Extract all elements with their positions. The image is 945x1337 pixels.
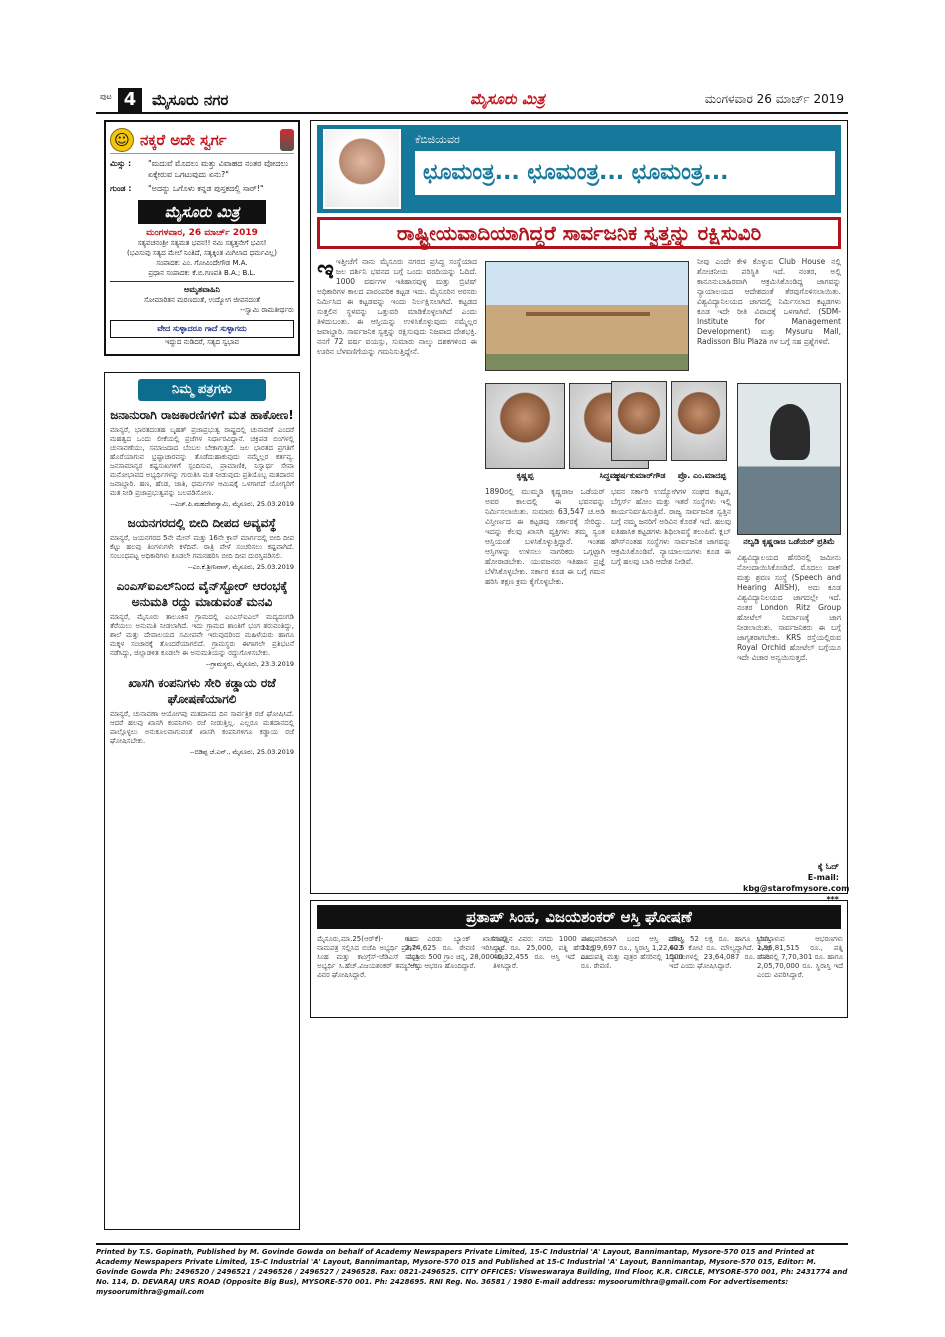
article-text: ಭವನ ಸರ್ಕಾರಿ ಉದ್ಯೋಗಿಗಳ ಸಂಘದ ಕಟ್ಟಡ, ಬೆಗ್ಗರ್ಸ್ ಹೋಂ ಮತ್ತು ಇತರೆ ಸಂಸ್ಥೆಗಳು ಇಲ್ಲಿ ಕಾರ್ಯನಿರ್ವಹಿಸುತ್ತಿವೆ. ರಾಜ್ಯ ಸಾರ್ವಜನಿಕ ಸ್ವತ್ತಿನ ಬಗ್ಗೆ ನಮ್ಮ ಜನರಿಗೆ ಅರಿವಿನ ಕೊರತೆ ಇದೆ. ಹಲವು ಐತಿಹಾಸಿಕ ಕಟ್ಟಡಗಳು ಶಿಥಿಲಾವಸ್ಥೆ ತಲುಪಿವೆ. ಕ್ಲಬ್ ಹೌಸ್‌ನಂತಹ ಸಂಸ್ಥೆಗಳು ಸಾರ್ವಜನಿಕ ಜಾಗವನ್ನು ಆಕ್ರಮಿಸಿಕೊಂಡಿವೆ. ನ್ಯಾಯಾಲಯಗಳು ಕೂಡ ಈ ಬಗ್ಗೆ ಹಲವು ಬಾರಿ ಆದೇಶ ನೀಡಿವೆ.	[611, 487, 731, 566]
letter-item	[110, 515, 294, 572]
page-label: ಪುಟ	[100, 92, 112, 101]
letter-signature: --ಎಂ.ಕೆ.ಶ್ರೀನಿವಾಸ್, ಮೈಸೂರು, 25.03.2019	[187, 563, 294, 571]
motto-translation: (ಭವಿಸುವು ಸತ್ಯದ ಮೇಲೆ ನಿಂತಿದೆ, ಸತ್ಯಕ್ಕಿಂತ ಮಿಗಿಲಾದ ಧರ್ಮವಿಲ್ಲ)	[126, 249, 278, 257]
photo-caption: ಕೃಷ್ಣಪ್ಪ	[516, 471, 534, 480]
paper-name: ಮೈಸೂರು ಮಿತ್ರ	[470, 90, 545, 108]
masthead	[96, 88, 848, 114]
pen-icon	[280, 129, 294, 151]
author-signoff	[743, 861, 850, 905]
bottom-headline: ಪ್ರತಾಪ್ ಸಿಂಹ, ವಿಜಯಶಂಕರ್ ಆಸ್ತಿ ಘೋಷಣೆ	[317, 905, 841, 929]
quote-title: ಅಮೃತವಾಹಿನಿ	[184, 285, 220, 294]
joke-answer-label: ಗುಂಡ :	[110, 184, 132, 193]
letter-item	[110, 578, 294, 669]
person-photo	[611, 381, 667, 461]
article-headline: ರಾಷ್ಟ್ರೀಯವಾದಿಯಾಗಿದ್ದರೆ ಸಾರ್ವಜನಿಕ ಸ್ವತ್ತನ್ನು ರಕ್ಷಿಸುವಿರಿ	[317, 217, 841, 249]
person-photo	[485, 383, 565, 469]
photo-caption: ಪ್ರೊ. ಎಂ.ಮಾದಪ್ಪ	[677, 471, 727, 480]
bottom-column: ರೂ. ಎರಡು ಬ್ಯಾಂಕ್ ಖಾತೆಗಳಲ್ಲಿ 2,74,625 ರೂ. ಠೇವಣಿ ಇರಿಸಿದ್ದಾರೆ. ಸುಮಾರು 500 ಗ್ರಾಂ ಚಿನ್ನ, 28,000 ರೂ. ಬೆಲೆಯ ಆಭರಣ ಹೊಂದಿದ್ದಾರೆ.	[405, 935, 507, 970]
edition-date: ಮಂಗಳವಾರ, 26 ಮಾರ್ಚ್ 2019	[146, 228, 258, 238]
joke-question: "ಮದುವೆ ಮೊದಲು ಮತ್ತು ವಿವಾಹದ ನಂತರ ವೋದಲು ಏಕ್ಕೇರುವ ಒಗಟುವುದು ಏನು?"	[148, 159, 289, 179]
letter-body: ಮಾನ್ಯರೆ, ಭಾರತದಂತಹ ಬೃಹತ್ ಪ್ರಜಾಪ್ರಭುತ್ವ ರಾಷ್ಟ್ರದಲ್ಲಿ ಚುನಾವಣೆ ಎಂದರೆ ಮಹತ್ವದ ಒಂದು ಲೀಕೆಯಲ್ಲಿ ಪ್ರಜೆಗಳ ನಿರ್ಧಾರವಿದ್ದಾನೆ. ಚಕ್ರಿಪಡ ಬಿಂಗಳಲ್ಲಿ ಚುನಾವಣೆಯು, ಸಮಾಜದಾದ ಬೆಂಬಲ ಬೇಕಾಗುತ್ತದೆ. ಜಲ ಭಾರತದ ಪ್ರಗತಿಗೆ ಹೊರೆಯಾಗುವ ಭ್ರಷ್ಟಾಚಾರವನ್ನು ತೊಡೆದುಹಾಕುವುದು ನಮ್ಮೆಲ್ಲರ ಕರ್ತವ್ಯ. ಜನಸಾಮಾನ್ಯರ ಕಷ್ಟಸುಖಗಳಿಗೆ ಸ್ಪಂದಿಸುವ, ಪ್ರಾಮಾಣಿಕ, ನಿಸ್ವಾರ್ಥ ಸೇವಾ ಮನೋಭಾವದ ಅಭ್ಯರ್ಥಿಗಳನ್ನು ಗುರುತಿಸಿ ಮತ ನೀಡುವುದು ಪ್ರತಿಯೊಬ್ಬ ಮತದಾರನ ಜವಾಬ್ದಾರಿ. ಹಣ, ಹೆಂಡ, ಜಾತಿ, ಧರ್ಮಗಳ ಆಮಿಷಕ್ಕೆ ಒಳಗಾಗದೆ ಯೋಗ್ಯರಿಗೆ ಮತ ನೀಡಿ ಪ್ರಜಾಪ್ರಭುತ್ವವನ್ನು ಬಲಪಡಿಸೋಣ.	[110, 426, 294, 497]
photo-caption: ನಲ್ವಡಿ ಕೃಷ್ಣರಾಜ ಒಡೆಯರ್ ಪ್ರತಿಮೆ	[743, 537, 835, 546]
proverb-meaning: ಇದ್ದುದ ನುಡಿದರೆ, ಸತ್ಯದ ಸ್ವಭಾವ	[164, 338, 240, 346]
humour-title-row	[110, 126, 294, 154]
author-photo	[323, 129, 401, 209]
email-label: E-mail:	[807, 873, 839, 882]
section-title: ಮೈಸೂರು ನಗರ	[152, 91, 229, 109]
letters-section	[104, 372, 300, 1230]
letter-title: ಜನಾನುರಾಗಿ ರಾಜಕಾರಣಿಗಳಿಗೆ ಮತ ಹಾಕೋಣ!	[110, 408, 294, 422]
article-text: 1890ರಲ್ಲಿ ಮುಮ್ಮಡಿ ಕೃಷ್ಣರಾಜ ಒಡೆಯರ್ ಅವರ ಕಾಲದಲ್ಲಿ ಈ ಭವನವನ್ನು ನಿರ್ಮಿಸಲಾಯಿತು. ಸುಮಾರು 63,547 ಚ.ಅಡಿ ವಿಸ್ತೀರ್ಣದ ಈ ಕಟ್ಟಡವು ಸರ್ಕಾರಕ್ಕೆ ಸೇರಿದ್ದು. ಇದನ್ನು ಕೆಲವು ಖಾಸಗಿ ವ್ಯಕ್ತಿಗಳು ತಮ್ಮ ಸ್ವಂತ ಆಸ್ತಿಯಂತೆ ಬಳಸಿಕೊಳ್ಳುತ್ತಿದ್ದಾರೆ. ಇಂತಹ ಆಸ್ತಿಗಳನ್ನು ಉಳಿಸಲು ನಾಗರಿಕರು ಒಗ್ಗಟ್ಟಾಗಿ ಹೋರಾಡಬೇಕು. ಯುವಜನರು ಇತಿಹಾಸ ಪ್ರಜ್ಞೆ ಬೆಳೆಸಿಕೊಳ್ಳಬೇಕು. ಸರ್ಕಾರ ಕೂಡ ಈ ಬಗ್ಗೆ ಗಮನ ಹರಿಸಿ ತಕ್ಷಣ ಕ್ರಮ ಕೈಗೊಳ್ಳಬೇಕು.	[485, 487, 605, 586]
left-column	[104, 120, 300, 1230]
chief-editor-line: ಪ್ರಧಾನ ಸಂಪಾದಕ: ಕೆ.ಬಿ.ಗಣಪತಿ B.A.; B.L.	[148, 269, 256, 277]
article-text: ವಿಶ್ವವಿದ್ಯಾಲಯದ ಹೆಸರಿನಲ್ಲಿ ಜಮೀನು ನೋಂದಾಯಿಸಿಕೊಂಡಿದೆ. ಮೊದಲು ವಾಕ್ ಮತ್ತು ಶ್ರವಣ ಸಂಸ್ಥೆ (Speech and Hearing AIISH), ಅದು ಕೂಡ ವಿಶ್ವವಿದ್ಯಾನಿಲಯದ ಜಾಗದಲ್ಲೇ ಇದೆ. ನಂತರ London Ritz Group ಹೋಟೆಲ್ ನಿರ್ಮಾಣಕ್ಕೆ ಜಾಗ ನೀಡಲಾಯಿತು. ಸಾರ್ವಜನಿಕರು ಈ ಬಗ್ಗೆ ಜಾಗೃತರಾಗಬೇಕು. KRS ರಸ್ತೆಯಲ್ಲಿರುವ Royal Orchid ಹೋಟೆಲ್ ಬಗ್ಗೆಯೂ ಇದೇ ವಿಚಾರ ಅನ್ವಯಿಸುತ್ತದೆ.	[737, 553, 841, 662]
imprint-footer: Printed by T.S. Gopinath, Published by M. Govinde Gowda on behalf of Academy Newspapers Private Limited, 15-C Industrial 'A' Layout, Bannimantap, Mysore-570 015 and Printed at Academy Newspapers Private Limited, 15-C Industrial 'A' Layout, Bannimantap, Mysore-570 015 and Published at 15-C Industrial 'A' Layout, Bannimantap, Mysore-570 015, Editor: M. Govinde Gowda Ph: 2496520 / 2496521 / 2496526 / 2496527 / 2496528. Fax: 0821-2496525. CITY OFFICES: Visweswaraya Building, IInd Floor, K.R. CIRCLE, MYSORE-570 001, Ph: 2431774 and No. 114, D. DEVARAJ URS ROAD (Opposite Big Bus), MYSORE-570 001. Ph: 2428695. RNI Reg. No. 36581 / 1980 E-mail address: mysoorumithra@gmail.com For advertisements: mysoorumithra@gmail.com	[96, 1243, 848, 1283]
laughing-face-icon: ☺	[110, 128, 134, 152]
proverb: ವೇದ ಸುಳ್ಳಾದರೂ ಗಾದೆ ಸುಳ್ಳಾಗದು	[110, 320, 294, 338]
column-header-band	[317, 125, 841, 213]
letter-title: ಎಂಎಸ್‌ಐಎಲ್‌ನಿಂದ ವೈನ್‌ಸ್ಟೋರ್ ಆರಂಭಕ್ಕೆ ಅನುಮತಿ ರದ್ದು ಮಾಡುವಂತೆ ಮನವಿ	[116, 579, 288, 609]
email-address[interactable]: kbg@starofmysore.com	[743, 884, 850, 893]
letter-body: ಮಾನ್ಯರೆ, ಜಯನಗರದ 5ನೇ ಮೇನ್ ಮತ್ತು 16ನೇ ಕ್ರಾಸ್ ಮಾರ್ಗದಲ್ಲಿ ಬೀದಿ ದೀಪ ಕೆಟ್ಟು ಹಲವು ತಿಂಗಳುಗಳೇ ಕಳೆದಿವೆ. ರಾತ್ರಿ ವೇಳೆ ಸಂಚರಿಸಲು ಕಷ್ಟವಾಗಿದೆ. ಸಂಬಂಧಪಟ್ಟ ಅಧಿಕಾರಿಗಳು ಕೂಡಲೇ ಗಮನಹರಿಸಿ ಬೀದಿ ದೀಪ ದುರಸ್ತಿಪಡಿಸಲಿ.	[110, 534, 294, 560]
signature: ಕೈ ಓದ್	[817, 862, 839, 871]
letters-header: ನಿಮ್ಮ ಪತ್ರಗಳು	[138, 379, 266, 401]
divider	[110, 281, 294, 282]
joke-answer: "ಅದನ್ನು ಒಗೊಳು ಕನ್ನಡ ಪುಸ್ತಕದಲ್ಲಿ ಸಾರ್!"	[148, 184, 264, 193]
quote-text: ಸೋಮಾರಿತನ ಮರಣದಂತೆ, ಉದ್ಯೋಗ ಜೀವನದಂತೆ	[144, 296, 260, 304]
bottom-article	[310, 900, 848, 1018]
end-stars: ***	[826, 895, 839, 904]
letter-title: ಖಾಸಗಿ ಕಂಪನಿಗಳು ಸೇರಿ ಕಡ್ಡಾಯ ರಜೆ ಘೋಷಣೆಯಾಗಲಿ	[128, 676, 276, 706]
issue-date: ಮಂಗಳವಾರ 26 ಮಾರ್ಚ್ 2019	[704, 92, 844, 106]
humour-box	[104, 120, 300, 356]
letter-signature: --ಗ್ರಾಮಸ್ಥರು, ಮೈಸೂರು, 23.3.2019	[205, 660, 294, 668]
photo-caption: ಹರ್ಷಕುಮಾರ್‌ಗೌಡ	[614, 471, 666, 480]
person-photo	[671, 381, 727, 461]
bottom-column: ಮೈಸೂರು,ಮಾ.25(ಆರ್‌ಕೆ)- ಇಂದು ನಾಮಪತ್ರ ಸಲ್ಲಿಸಿದ ಬಿಜೆಪಿ ಅಭ್ಯರ್ಥಿ ಪ್ರತಾಪ್ ಸಿಂಹ ಮತ್ತು ಕಾಂಗ್ರೆಸ್-ಜೆಡಿಎಸ್ ಮೈತ್ರಿ ಅಭ್ಯರ್ಥಿ ಸಿ.ಹೆಚ್.ವಿಜಯಶಂಕರ್ ತಮ್ಮ ಆಸ್ತಿ ವಿವರ ಘೋಷಿಸಿದ್ದಾರೆ.	[317, 935, 419, 979]
newspaper-page	[96, 88, 848, 1248]
humour-title: ನಕ್ಕರೆ ಅದೇ ಸ್ವರ್ಗ	[140, 130, 227, 149]
article-column-4	[697, 257, 841, 377]
bottom-column: ಚರಾಸ್ತಿ 52 ಲಕ್ಷ ರೂ. ಹಾಗೂ ಸ್ಥಿರಾಸ್ತಿ 40.5 ಕೋಟಿ ರೂ. ಮೌಲ್ಯದ್ದಾಗಿದೆ. ವಿವಿಧ ಬ್ಯಾಂಕುಗಳಲ್ಲಿ 23,64,087 ರೂ. ಸಾಲ ಇದೆ ಎಂದು ಘೋಷಿಸಿದ್ದಾರೆ.	[669, 935, 771, 970]
main-article	[310, 120, 850, 904]
column-author: ಕೆಬಿಜಿಯವರ	[415, 133, 460, 146]
photo-caption: ಸಿದ್ದಮ್ಮ	[599, 471, 619, 480]
bottom-column: ಪಾರಂಪರಿಕವಾಗಿ ಬಂದ ಆಸ್ತಿ ಮೌಲ್ಯ 11,09,697 ರೂ., ಸ್ಥಿರಾಸ್ತಿ 1,22,623 ರೂ. ಪತ್ನಿ ಮತ್ತು ಪುತ್ರರ ಹೆಸರಿನಲ್ಲಿ 1500 ರೂ. ಠೇವಣಿ.	[581, 935, 683, 970]
column-series-title: ಛೂಮಂತ್ರ... ಛೂಮಂತ್ರ... ಛೂಮಂತ್ರ...	[415, 151, 835, 195]
joke-question-label: ಮಿಸ್ಸು :	[110, 159, 132, 168]
bottom-column: ಸಂಪತ್ತಿನ ವಿವರ: ನಗದು 1000 ರೂ., ಒಟ್ಟು ರೂ. 25,000, ಪತ್ನಿ ಹೆಸರಿನಲ್ಲಿ 40,32,455 ರೂ. ಆಸ್ತಿ ಇದೆ ಎಂದು ತಿಳಿಸಿದ್ದಾರೆ.	[493, 935, 595, 970]
letter-item	[110, 407, 294, 509]
article-text: ನೀವು ಎಂದೇ ಕೇಳಿ ಕೊಳ್ಳುವ Club House ನಲ್ಲಿ ಶೋಚನೀಯ ಪರಿಸ್ಥಿತಿ ಇದೆ. ನಂತರ, ಅಲ್ಲಿ ಕಾನೂನುಬಾಹಿರವಾಗಿ ಆಕ್ರಮಿಸಿಕೊಂಡಿದ್ದ ಜಾಗವನ್ನು ನ್ಯಾಯಾಲಯದ ಆದೇಶದಂತೆ ತೆರವುಗೊಳಿಸಲಾಯಿತು. ವಿಶ್ವವಿದ್ಯಾನಿಲಯದ ಜಾಗದಲ್ಲಿ ನಿರ್ಮಿಸಲಾದ ಕಟ್ಟಡಗಳು ಕೂಡ ಇದೇ ರೀತಿ ವಿವಾದಕ್ಕೆ ಒಳಗಾಗಿವೆ. (SDM-Institute for Management Development) ಮತ್ತು Mysuru Mall, Radisson Blu Plaza ಗಳ ಬಗ್ಗೆ ಸಹ ಪ್ರಶ್ನೆಗಳಿವೆ.	[697, 257, 841, 346]
letter-item	[110, 675, 294, 757]
statue-photo	[737, 383, 841, 535]
article-text: ಇತ್ತೀಚೆಗೆ ನಾನು ಮೈಸೂರು ನಗರದ ಪ್ರಸಿದ್ಧ ಸಂಸ್ಥೆಯಾದ ಜಲ ದರ್ಶಿನಿ ಭವನದ ಬಗ್ಗೆ ಒಂದು ವರದಿಯನ್ನು ಓದಿದೆ. 1000 ವರ್ಷಗಳ ಇತಿಹಾಸವುಳ್ಳ ಮತ್ತು ಬ್ರಿಟಿಷ್ ಅಧಿಕಾರಿಗಳ ಕಾಲದ ಪಾರಂಪರಿಕ ಕಟ್ಟಡ ಇದು. ಮೈಸೂರಿನ ಅರಸರು ನಿರ್ಮಿಸಿದ ಈ ಕಟ್ಟಡವನ್ನು ಇಂದು ನಿರ್ಲಕ್ಷಿಸಲಾಗಿದೆ. ಕಟ್ಟಡದ ಸುತ್ತಲಿನ ಸ್ಥಳವನ್ನು ಒತ್ತುವರಿ ಮಾಡಿಕೊಳ್ಳಲಾಗಿದೆ ಎಂದು ತಿಳಿದುಬಂತು. ಈ ಆಸ್ತಿಯನ್ನು ಉಳಿಸಿಕೊಳ್ಳುವುದು ನಮ್ಮೆಲ್ಲರ ಜವಾಬ್ದಾರಿ. ಸಾರ್ವಜನಿಕ ಸ್ವತ್ತನ್ನು ರಕ್ಷಿಸುವುದು ನಿಜವಾದ ದೇಶಭಕ್ತಿ. ನನಗೆ 72 ವರ್ಷ ವಯಸ್ಸು, ಸುಮಾರು ನಾಲ್ಕು ದಶಕಗಳಿಂದ ಈ ಊರಿನ ಬೆಳವಣಿಗೆಯನ್ನು ಗಮನಿಸುತ್ತಿದ್ದೇನೆ.	[317, 257, 477, 356]
bottom-column: ಬೆಲೆಬಾಳುವ ಆಭರಣಗಳು 1,96,81,515 ರೂ., ಪತ್ನಿ ಹೆಸರಿನಲ್ಲಿ 7,70,301 ರೂ. ಹಾಗೂ 2,05,70,000 ರೂ. ಸ್ಥಿರಾಸ್ತಿ ಇದೆ ಎಂದು ವಿವರಿಸಿದ್ದಾರೆ.	[757, 935, 843, 979]
article-column-2	[485, 487, 605, 887]
article-column-3-top	[611, 381, 731, 461]
letter-signature: --ಬಿಡಿಪ್ಪ ಜೆ.ಎನ್., ಮೈಸೂರು, 25.03.2019	[189, 748, 294, 756]
letter-title: ಜಯನಗರದಲ್ಲಿ ಬೀದಿ ದೀಪದ ಅವ್ಯವಸ್ಥೆ	[127, 516, 277, 530]
article-column-3	[611, 487, 731, 887]
paper-logo: ಮೈಸೂರು ಮಿತ್ರ	[138, 200, 266, 224]
motto: ಸತ್ಯವಚನಂಶ್ರೀ ಸತ್ಯಮತ ಭವನ!! ನಮಿ ಸತ್ಯತ್ತನೇಗೆ ಭವಿಸ!	[137, 239, 267, 247]
drop-cap: ಇ	[317, 257, 334, 285]
quote-author: --ಸ್ವಾಮಿ ರಾಮತೀರ್ಥರು	[239, 306, 294, 314]
letter-signature: --ಎಚ್.ಪಿ.ಮಹದೇವಸ್ವಾಮಿ, ಮೈಸೂರು, 25.03.2019	[170, 500, 294, 508]
page-number: 4	[118, 88, 142, 112]
letter-body: ಮಾನ್ಯರೆ, ಚುನಾವಣಾ ಆಯೋಗವು ಮತದಾನದ ದಿನ ಸಾರ್ವತ್ರಿಕ ರಜೆ ಘೋಷಿಸಿದೆ. ಆದರೆ ಹಲವು ಖಾಸಗಿ ಕಂಪನಿಗಳು ರಜೆ ನೀಡುತ್ತಿಲ್ಲ. ಎಲ್ಲರೂ ಮತದಾನದಲ್ಲಿ ಪಾಲ್ಗೊಳ್ಳಲು ಅನುಕೂಲವಾಗುವಂತೆ ಖಾಸಗಿ ಕಂಪನಿಗಳಿಗೂ ಕಡ್ಡಾಯ ರಜೆ ಘೋಷಿಸಬೇಕು.	[110, 710, 294, 745]
article-column-1	[317, 257, 477, 567]
joke	[110, 158, 294, 194]
letter-body: ಮಾನ್ಯರೆ, ಮೈಸೂರು ತಾಲೂಕಿನ ಗ್ರಾಮದಲ್ಲಿ ಎಂಎಸ್‌ಐಎಲ್ ಮದ್ಯದಂಗಡಿ ತೆರೆಯಲು ಅನುಮತಿ ನೀಡಲಾಗಿದೆ. ಇದು ಗ್ರಾಮದ ಶಾಂತಿಗೆ ಭಂಗ ತರುವಂತಿದ್ದು, ಶಾಲೆ ಮತ್ತು ದೇವಾಲಯದ ಸಮೀಪವೇ ಇರುವುದರಿಂದ ಮಹಿಳೆಯರು ಹಾಗೂ ಮಕ್ಕಳ ಸಂಚಾರಕ್ಕೆ ತೊಂದರೆಯಾಗಲಿದೆ. ಗ್ರಾಮಸ್ಥರು ಈಗಾಗಲೇ ಪ್ರತಿಭಟನೆ ನಡೆಸಿದ್ದು, ಜಿಲ್ಲಾಡಳಿತ ಕೂಡಲೇ ಈ ಅನುಮತಿಯನ್ನು ರದ್ದುಗೊಳಿಸಬೇಕು.	[110, 613, 294, 657]
editor-line: ಸಂಪಾದಕ: ಎಂ. ಗೋವಿಂದೇಗೌಡ M.A.	[156, 259, 248, 267]
building-photo	[485, 261, 689, 371]
article-column-5	[737, 553, 841, 853]
